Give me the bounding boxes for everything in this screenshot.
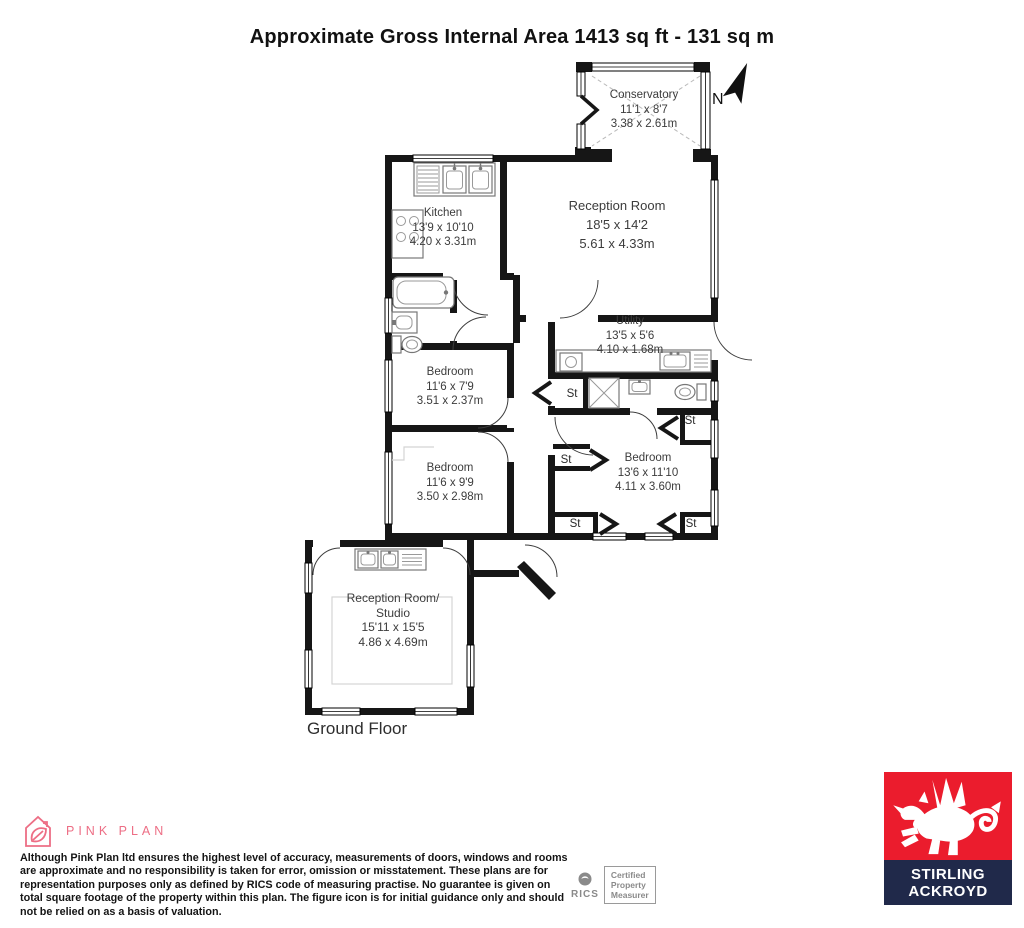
storage-label: St	[684, 415, 696, 427]
room-size-ft: 15'11 x 15'5	[361, 620, 425, 634]
rics-name: RICS	[571, 888, 599, 900]
room-name: Reception Room	[568, 198, 666, 213]
north-arrow-icon	[723, 59, 757, 104]
disclaimer-text: Although Pink Plan ltd ensures the highest level of accuracy, measurements of doors, windows and rooms are approximate and no responsibility is taken for error, omission or misstatement. These plans are for representation purposes only as defined by RICS code of measuring practise. No guarantee is given on total square footage of the property within this plan. The figure icon is for initial guidance only and should not be relied on as a basis of valuation.	[20, 852, 568, 918]
rics-certification	[604, 866, 656, 904]
agency-logo-red-panel	[884, 772, 1012, 860]
bathtub	[393, 277, 454, 308]
pink-plan-house-icon	[22, 813, 54, 849]
bathroom-toilet	[392, 336, 422, 353]
shower-basin	[629, 380, 650, 394]
room-size-m: 4.20 x 3.31m	[409, 236, 477, 248]
kitchen-sink-unit	[414, 163, 495, 196]
agency-name-line: ACKROYD	[908, 882, 988, 900]
room-size-ft: 11'1 x 8'7	[620, 103, 668, 116]
room-size-m: 4.11 x 3.60m	[615, 481, 681, 493]
rics-logo	[571, 871, 599, 900]
page-title: Approximate Gross Internal Area 1413 sq ft - 131 sq m	[249, 26, 775, 48]
room-name: Kitchen	[423, 207, 463, 219]
room-label-bedroom-1	[417, 365, 483, 409]
room-size-m: 4.86 x 4.69m	[358, 634, 428, 649]
room-size-ft: 13'6 x 11'10	[617, 466, 679, 479]
pink-plan-brand	[22, 813, 167, 849]
room-size-m: 5.61 x 4.33m	[579, 236, 655, 251]
north-label: N	[712, 91, 724, 108]
rics-cert-line: Measurer	[610, 890, 649, 900]
shower	[589, 378, 619, 408]
agency-name-line: STIRLING	[911, 865, 985, 883]
room-size-ft: 13'5 x 5'6	[605, 329, 655, 342]
room-label-bedroom-3	[615, 451, 681, 495]
room-name: Conservatory	[609, 89, 679, 101]
room-name: Reception Room/	[346, 591, 440, 605]
rics-cert-line: Property	[610, 880, 646, 890]
agency-logo	[884, 772, 1012, 905]
room-size-ft: 11'6 x 7'9	[426, 380, 474, 393]
room-label-utility	[597, 314, 663, 358]
storage-label: St	[566, 388, 578, 400]
room-name: Bedroom	[426, 462, 474, 474]
doors	[313, 280, 752, 577]
rics-crest-icon	[575, 871, 595, 888]
agency-name	[884, 860, 1012, 905]
room-size-m: 3.51 x 2.37m	[416, 395, 484, 407]
shower-toilet	[675, 384, 706, 400]
room-size-m: 4.10 x 1.68m	[596, 344, 664, 356]
storage-label: St	[685, 518, 697, 530]
room-size-ft: 18'5 x 14'2	[585, 217, 649, 232]
room-label-bedroom-2	[417, 461, 483, 505]
floor-label: Ground Floor	[307, 719, 408, 738]
bathroom-basin	[392, 312, 417, 333]
room-label-conservatory	[610, 88, 678, 132]
studio-sink-unit	[355, 549, 426, 570]
conservatory-door	[581, 96, 597, 124]
storage-label: St	[569, 518, 581, 530]
room-size-ft: 13'9 x 10'10	[412, 221, 474, 234]
storage-label: St	[560, 454, 572, 466]
room-name-line2: Studio	[375, 605, 411, 620]
room-size-m: 3.50 x 2.98m	[416, 491, 484, 503]
room-name: Bedroom	[426, 366, 474, 378]
room-size-m: 3.38 x 2.61m	[610, 118, 678, 130]
room-name: Utility	[615, 315, 645, 327]
room-size-ft: 11'6 x 9'9	[426, 476, 474, 489]
room-name: Bedroom	[624, 452, 672, 464]
rics-badge	[571, 866, 656, 904]
griffin-icon	[888, 772, 1008, 860]
rics-cert-line: Certified	[610, 870, 646, 880]
room-label-reception	[569, 196, 666, 253]
room-label-studio	[347, 591, 440, 649]
room-label-kitchen	[410, 206, 476, 250]
brand-name: PINK PLAN	[66, 824, 168, 838]
